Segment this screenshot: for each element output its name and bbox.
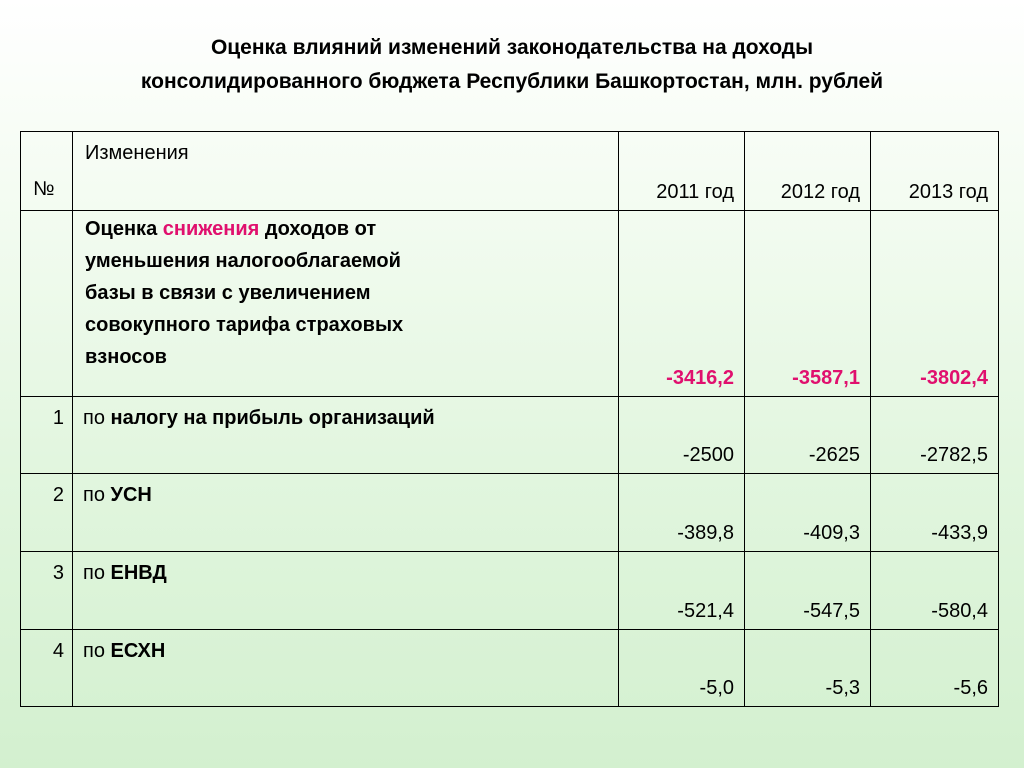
row-value-2011: -2500 [682, 444, 734, 466]
row-value-cell [619, 630, 745, 707]
summary-num-cell [21, 211, 73, 397]
row-value-2012: -547,5 [803, 600, 860, 622]
row-name-cell [73, 552, 619, 630]
summary-description [85, 213, 425, 373]
header-change-cell [73, 132, 619, 211]
row-name [83, 479, 152, 511]
row-value-2013: -433,9 [931, 522, 988, 544]
row-value-cell [619, 552, 745, 630]
row-prefix: по [83, 562, 111, 584]
row-num: 2 [52, 484, 64, 506]
row-value-cell [745, 474, 871, 552]
row-value-2011: -521,4 [677, 600, 734, 622]
row-num-cell [21, 397, 73, 474]
row-value-2013: -5,6 [953, 677, 988, 699]
row-name-cell [73, 474, 619, 552]
header-year-2011: 2011 год [656, 181, 734, 203]
table-row [21, 552, 999, 630]
header-num: № [33, 178, 55, 200]
row-value-2013: -580,4 [931, 600, 988, 622]
summary-text-before: Оценка [85, 218, 163, 240]
row-value-cell [745, 397, 871, 474]
summary-value-2013: -3802,4 [920, 367, 988, 389]
header-year-cell [745, 132, 871, 211]
row-value-cell [745, 630, 871, 707]
budget-table [20, 131, 999, 707]
row-label: налогу на прибыль организаций [110, 407, 435, 429]
row-value-2013: -2782,5 [920, 444, 988, 466]
row-value-cell [619, 397, 745, 474]
row-label: ЕНВД [110, 562, 167, 584]
table-row [21, 474, 999, 552]
row-value-cell [871, 474, 999, 552]
header-num-cell [21, 132, 73, 211]
row-prefix: по [83, 407, 111, 429]
summary-text-after: доходов от уменьшения налогооблагаемой базы в связи с увеличением совокупного тарифа страховых взносов [85, 218, 404, 368]
row-prefix: по [83, 640, 111, 662]
header-year-2013: 2013 год [908, 181, 988, 203]
summary-value-cell [745, 211, 871, 397]
summary-highlight: снижения [162, 218, 260, 240]
row-value-2012: -2625 [808, 444, 860, 466]
table-row [21, 630, 999, 707]
row-label: УСН [110, 484, 152, 506]
row-value-2011: -5,0 [699, 677, 734, 699]
table-row [21, 397, 999, 474]
row-label: ЕСХН [110, 640, 166, 662]
row-value-2011: -389,8 [677, 522, 734, 544]
row-num-cell [21, 630, 73, 707]
row-num: 3 [52, 562, 64, 584]
row-value-cell [745, 552, 871, 630]
row-value-cell [871, 630, 999, 707]
summary-value-2011: -3416,2 [666, 367, 734, 389]
page-title [0, 31, 1024, 99]
row-name [83, 557, 167, 589]
row-num: 1 [52, 407, 64, 429]
header-change: Изменения [85, 142, 189, 164]
header-year-cell [619, 132, 745, 211]
row-prefix: по [83, 484, 111, 506]
row-name [83, 635, 165, 667]
row-name-cell [73, 630, 619, 707]
header-year-cell [871, 132, 999, 211]
header-year-2012: 2012 год [780, 181, 860, 203]
row-value-2012: -5,3 [825, 677, 860, 699]
summary-value-cell [619, 211, 745, 397]
row-num-cell [21, 552, 73, 630]
row-value-cell [619, 474, 745, 552]
row-value-2012: -409,3 [803, 522, 860, 544]
header-row [21, 132, 999, 211]
summary-value-cell [871, 211, 999, 397]
title-line-1: Оценка влияний изменений законодательства на доходы [210, 36, 814, 59]
row-value-cell [871, 397, 999, 474]
row-name [83, 402, 435, 434]
row-num: 4 [52, 640, 64, 662]
row-value-cell [871, 552, 999, 630]
summary-value-2012: -3587,1 [792, 367, 860, 389]
summary-row [21, 211, 999, 397]
summary-desc-cell [73, 211, 619, 397]
title-line-2: консолидированного бюджета Республики Башкортостан, млн. рублей [140, 70, 884, 93]
row-name-cell [73, 397, 619, 474]
row-num-cell [21, 474, 73, 552]
